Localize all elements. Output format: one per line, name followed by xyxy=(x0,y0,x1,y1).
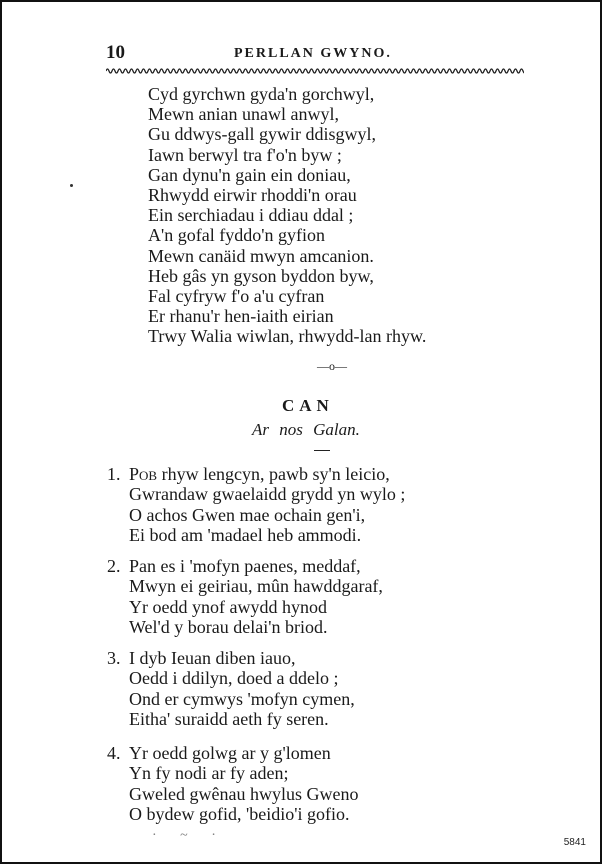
verse-line: Ei bod am 'madael heb ammodi. xyxy=(129,525,362,546)
verse-first-line xyxy=(107,743,358,763)
poem-stanza-top xyxy=(148,84,426,347)
poem-line: Rhwydd eirwir rhoddi'n orau xyxy=(148,185,357,206)
song-title: CAN xyxy=(282,396,334,415)
poem-line: A'n gofal fyddo'n gyfion xyxy=(148,225,325,246)
verse-3 xyxy=(107,648,355,730)
poem-line: Mewn canäid mwyn amcanion. xyxy=(148,245,374,266)
poem-line: Er rhanu'r hen-iaith eirian xyxy=(148,306,334,327)
verse-first-line xyxy=(107,464,405,484)
poem-line: Ein serchiadau i ddiau ddal ; xyxy=(148,205,354,226)
verse-line: Oedd i ddilyn, doed a ddelo ; xyxy=(129,668,339,689)
verse-line: Ond er cymwys 'mofyn cymen, xyxy=(129,688,355,709)
wavy-rule-divider xyxy=(106,66,524,76)
verse-number: 2. xyxy=(107,556,121,576)
page-number: 10 xyxy=(106,42,125,63)
verse-line: Gweled gwênau hwylus Gweno xyxy=(129,783,359,804)
song-subtitle: Ar nos Galan. xyxy=(252,420,360,439)
verse-1 xyxy=(107,464,405,546)
poem-line: Fal cyfryw f'o a'u cyfran xyxy=(148,286,325,307)
verse-line: Wel'd y borau delai'n briod. xyxy=(129,617,328,638)
verse-line: Yr oedd ynof awydd hynod xyxy=(129,596,327,617)
verse-line: O bydew gofid, 'beidio'i gofio. xyxy=(129,804,350,825)
verse-first-line xyxy=(107,556,383,576)
poem-line: Cyd gyrchwn gyda'n gorchwyl, xyxy=(148,84,375,104)
running-title: PERLLAN GWYNO. xyxy=(234,46,392,61)
verse-first-rest: rhyw lengcyn, pawb sy'n leicio, xyxy=(157,464,390,484)
verse-first-line xyxy=(107,648,355,668)
verse-line: Yn fy nodi ar fy aden; xyxy=(129,763,289,784)
poem-line: Trwy Walia wiwlan, rhwydd-lan rhyw. xyxy=(148,326,427,347)
verse-line: O achos Gwen mae ochain gen'i, xyxy=(129,504,366,525)
verse-first-word: Pob xyxy=(129,464,158,484)
poem-line: Gan dynu'n gain ein doniau, xyxy=(148,164,351,185)
ink-speck xyxy=(70,184,73,187)
section-separator: —o— xyxy=(317,359,347,373)
poem-line: Gu ddwys-gall gywir ddisgwyl, xyxy=(148,124,376,145)
verse-line: Eitha' suraidd aeth fy seren. xyxy=(129,709,329,730)
verse-number: 4. xyxy=(107,743,121,763)
verse-number: 1. xyxy=(107,464,121,484)
verse-number: 3. xyxy=(107,648,121,668)
short-rule-divider xyxy=(314,450,330,451)
verse-first-text: I dyb Ieuan diben iauo, xyxy=(129,648,296,668)
poem-line: Mewn anian unawl anwyl, xyxy=(148,104,339,125)
verse-2 xyxy=(107,556,383,638)
verse-line: Gwrandaw gwaelaidd grydd yn wylo ; xyxy=(129,484,406,505)
poem-line: Heb gâs yn gyson byddon byw, xyxy=(148,265,374,286)
verse-first-text: Yr oedd golwg ar y g'lomen xyxy=(129,743,331,763)
image-id-label: 5841 xyxy=(563,837,586,848)
page-header xyxy=(106,42,526,66)
verse-line: Mwyn ei geiriau, mûn hawddgaraf, xyxy=(129,576,383,597)
verse-first-text: Pan es i 'mofyn paenes, meddaf, xyxy=(129,556,361,576)
verse-4 xyxy=(107,743,358,825)
cut-off-text-fragment: · ~ · xyxy=(152,828,226,843)
poem-line: Iawn berwyl tra f'o'n byw ; xyxy=(148,144,342,165)
